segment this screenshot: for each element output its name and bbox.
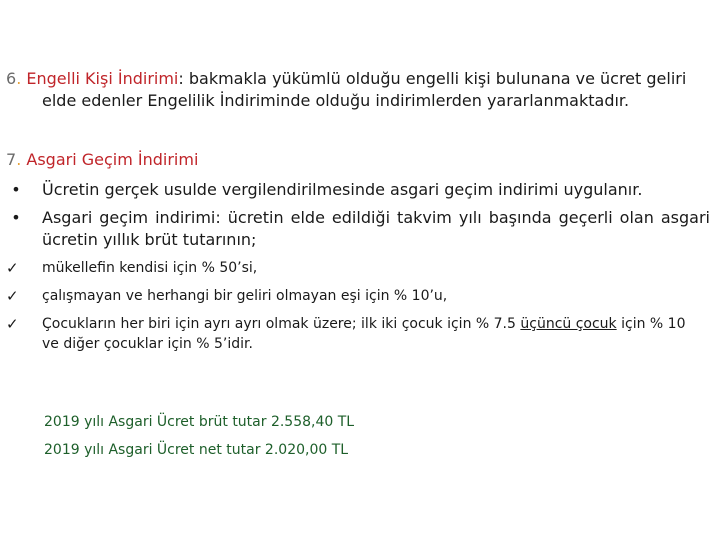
check-icon: ✓ bbox=[6, 259, 19, 277]
item-7-number: 7 bbox=[6, 150, 17, 169]
item-7-heading bbox=[6, 149, 710, 171]
bullet-item bbox=[6, 207, 710, 253]
item-7-dot: . bbox=[16, 150, 22, 169]
item-6-text: : bakmakla yükümlü olduğu engelli kişi bulunana ve ücret geliri bbox=[178, 69, 687, 88]
check-text: mükellefin kendisi için % 50’si, bbox=[42, 260, 258, 276]
check-item bbox=[6, 314, 710, 356]
check-text: çalışmayan ve herhangi bir geliri olmayan eşi için % 10’u, bbox=[42, 288, 448, 304]
item-6 bbox=[6, 68, 710, 112]
check-text-post: için % 10 bbox=[616, 316, 686, 332]
item-6-line-1 bbox=[6, 68, 710, 90]
check-icon: ✓ bbox=[6, 315, 19, 333]
check-icon: ✓ bbox=[6, 287, 19, 305]
item-7-title: Asgari Geçim İndirimi bbox=[26, 150, 199, 169]
bullet-text: Ücretin gerçek usulde vergilendirilmesinde asgari geçim indirimi uygulanır. bbox=[42, 180, 643, 199]
check-text-line-1 bbox=[42, 314, 710, 334]
bullet-symbol: • bbox=[11, 180, 21, 199]
item-6-title: Engelli Kişi İndirimi bbox=[26, 69, 179, 88]
gross-wage: 2019 yılı Asgari Ücret brüt tutar 2.558,40 TL bbox=[44, 414, 355, 430]
check-text-pre: Çocukların her biri için ayrı ayrı olmak üzere; ilk iki çocuk için % 7.5 bbox=[42, 316, 521, 332]
net-wage: 2019 yılı Asgari Ücret net tutar 2.020,00 TL bbox=[44, 442, 349, 458]
bullet-text-line-1: Asgari geçim indirimi: ücretin elde edildiği takvim yılı başında geçerli olan asgari bbox=[42, 208, 710, 227]
check-text-line-2: ve diğer çocuklar için % 5’idir. bbox=[42, 336, 253, 352]
bullet-symbol: • bbox=[11, 208, 21, 227]
bullet-text-line-2: ücretin yıllık brüt tutarının; bbox=[42, 230, 257, 249]
item-6-number: 6 bbox=[6, 69, 17, 88]
item-6-dot: . bbox=[16, 69, 22, 88]
item-6-line-2: elde edenler Engelilik İndiriminde olduğu indirimlerden yararlanmaktadır. bbox=[42, 91, 630, 110]
check-text-underlined: üçüncü çocuk bbox=[520, 316, 617, 332]
